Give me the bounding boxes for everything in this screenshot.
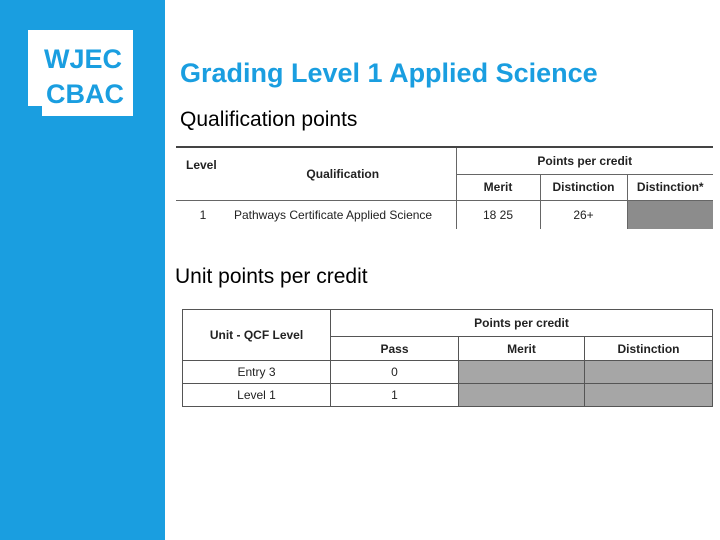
cell-pass: 1 — [331, 384, 459, 407]
qualification-points-table — [176, 146, 713, 229]
cell-merit — [459, 361, 585, 384]
cell-merit — [459, 384, 585, 407]
header-distinction: Distinction — [585, 337, 713, 361]
header-points-per-credit: Points per credit — [456, 147, 713, 174]
header-level: Level — [176, 147, 230, 200]
unit-points-heading: Unit points per credit — [175, 265, 368, 288]
svg-text:WJEC: WJEC — [43, 44, 123, 74]
header-pass: Pass — [331, 337, 459, 361]
cell-unit: Entry 3 — [183, 361, 331, 384]
table-row — [183, 384, 713, 407]
header-distinction: Distinction — [540, 174, 627, 200]
qualification-points-heading: Qualification points — [180, 108, 358, 131]
wjec-cbac-logo — [28, 30, 133, 116]
header-points-per-credit: Points per credit — [331, 310, 713, 337]
cell-distinction — [585, 384, 713, 407]
table-row — [183, 361, 713, 384]
cell-merit: 18 25 — [456, 200, 540, 229]
slide-title: Grading Level 1 Applied Science — [180, 58, 598, 88]
cell-level: 1 — [176, 200, 230, 229]
header-merit: Merit — [456, 174, 540, 200]
cell-distinction — [585, 361, 713, 384]
cell-unit: Level 1 — [183, 384, 331, 407]
cell-distinction: 26+ — [540, 200, 627, 229]
svg-text:CBAC: CBAC — [46, 79, 124, 109]
brand-sidebar — [0, 0, 165, 540]
header-unit-qcf-level: Unit - QCF Level — [183, 310, 331, 361]
cell-pass: 0 — [331, 361, 459, 384]
header-qualification: Qualification — [230, 147, 456, 200]
cell-qualification: Pathways Certificate Applied Science — [230, 200, 456, 229]
header-merit: Merit — [459, 337, 585, 361]
cell-distinction-star — [627, 200, 713, 229]
unit-points-table — [182, 309, 713, 407]
header-distinction-star: Distinction* — [627, 174, 713, 200]
